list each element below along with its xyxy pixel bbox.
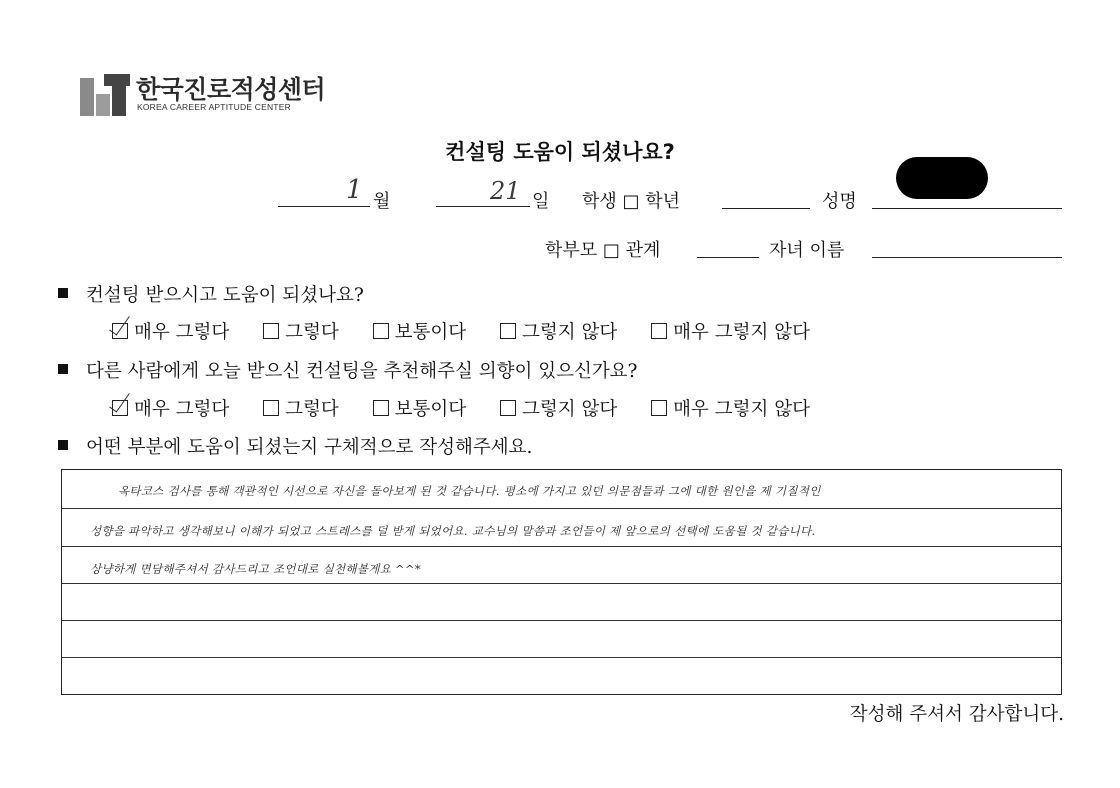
ruled-line <box>62 583 1061 584</box>
question-1-text: 컨설팅 받으시고 도움이 되셨나요? <box>86 285 364 306</box>
question-3 <box>58 433 532 459</box>
month-label: 월 <box>373 191 391 212</box>
q1-option-4[interactable]: 그렇지 않다 <box>500 318 617 344</box>
redacted-name-blot <box>896 157 988 199</box>
checked-checkbox-icon[interactable] <box>112 323 128 339</box>
checkbox-icon[interactable] <box>500 323 516 339</box>
logo-english-name: KOREA CAREER APTITUDE CENTER <box>137 102 291 112</box>
center-logo <box>80 72 350 124</box>
answer-line-1: 옥타코스 검사를 통해 객관적인 시선으로 자신을 돌아보게 된 것 같습니다. 평소에 가지고 있던 의문점들과 그에 대한 원인을 제 기질적인 <box>118 484 821 498</box>
answer-line-3: 상냥하게 면담해주셔서 감사드리고 조언대로 실천해볼게요 ^^* <box>90 562 421 576</box>
day-value: 21 <box>490 177 521 205</box>
checkbox-icon[interactable] <box>651 400 667 416</box>
q1-option-2[interactable]: 그렇다 <box>263 318 339 344</box>
checkbox-icon[interactable] <box>373 400 389 416</box>
grade-field[interactable] <box>722 208 810 209</box>
q2-option-5[interactable]: 매우 그렇지 않다 <box>651 395 810 421</box>
question-2-text: 다른 사람에게 오늘 받으신 컨설팅을 추천해주실 의향이 있으신가요? <box>86 361 638 382</box>
answer-line-2: 성향을 파악하고 생각해보니 이해가 되었고 스트레스를 덜 받게 되었어요. 교수님의 말씀과 조언들이 제 앞으로의 선택에 도움될 것 같습니다. <box>90 524 816 538</box>
ruled-line <box>62 657 1061 658</box>
bullet-square-icon <box>58 364 68 374</box>
q2-option-3[interactable]: 보통이다 <box>373 395 466 421</box>
page-title: 컨설팅 도움이 되셨나요? <box>445 140 675 164</box>
day-field[interactable] <box>436 206 530 207</box>
month-field[interactable] <box>278 206 370 207</box>
checkbox-icon[interactable] <box>263 323 279 339</box>
name-label: 성명 <box>822 191 857 212</box>
q1-option-1[interactable]: 매우 그렇다 <box>112 318 229 344</box>
bullet-square-icon <box>58 288 68 298</box>
day-label: 일 <box>532 191 550 212</box>
q1-option-3[interactable]: 보통이다 <box>373 318 466 344</box>
q2-option-2[interactable]: 그렇다 <box>263 395 339 421</box>
q2-option-4[interactable]: 그렇지 않다 <box>500 395 617 421</box>
question-3-text: 어떤 부분에 도움이 되셨는지 구체적으로 작성해주세요. <box>86 437 533 458</box>
ruled-line <box>62 546 1061 547</box>
checkbox-icon[interactable] <box>373 323 389 339</box>
checked-checkbox-icon[interactable] <box>112 400 128 416</box>
thank-you-note: 작성해 주셔서 감사합니다. <box>849 704 1064 725</box>
child-name-label: 자녀 이름 <box>769 240 845 261</box>
q1-option-5[interactable]: 매우 그렇지 않다 <box>651 318 810 344</box>
checkbox-icon[interactable] <box>263 400 279 416</box>
month-value: 1 <box>346 175 363 205</box>
q2-option-1[interactable]: 매우 그렇다 <box>112 395 229 421</box>
ruled-line <box>62 508 1061 509</box>
parent-label: 학부모 □ 관계 <box>545 240 661 261</box>
question-2 <box>58 357 637 383</box>
question-2-options <box>112 395 838 421</box>
name-field[interactable] <box>872 208 1062 209</box>
question-1-options <box>112 318 838 344</box>
logo-mark-icon <box>80 74 130 118</box>
checkbox-icon[interactable] <box>651 323 667 339</box>
relation-field[interactable] <box>697 257 759 258</box>
child-name-field[interactable] <box>872 257 1062 258</box>
ruled-line <box>62 620 1061 621</box>
student-label: 학생 □ 학년 <box>582 191 681 212</box>
answer-textarea[interactable] <box>61 469 1062 695</box>
logo-korean-name: 한국진로적성센터 <box>136 75 326 104</box>
bullet-square-icon <box>58 440 68 450</box>
question-1 <box>58 281 364 307</box>
checkbox-icon[interactable] <box>500 400 516 416</box>
